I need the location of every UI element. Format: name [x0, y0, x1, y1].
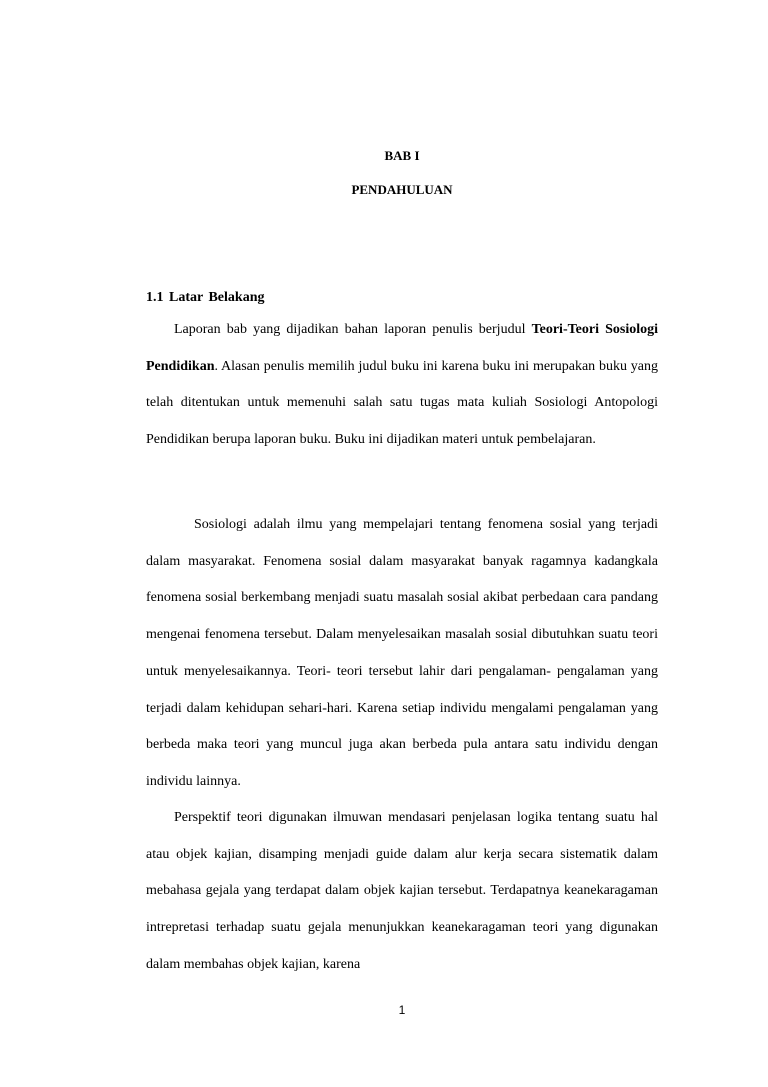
page-number: 1	[398, 1003, 406, 1017]
chapter-title: PENDAHULUAN	[351, 182, 453, 197]
paragraph-3: Perspektif teori digunakan ilmuwan mendasari penjelasan logika tentang suatu hal atau objek kajian, disamping menjadi guide dalam alur kerja secara sistematik dalam mebahasa gejala yang terdapat dalam objek kajian tersebut. Terdapatnya keanekaragaman intrepretasi terhadap suatu gejala menunjukkan keanekaragaman teori yang digunakan dalam membahas objek kajian, karena	[146, 810, 658, 972]
book-title: Teori-Teori Sosiologi Pendidikan	[146, 322, 658, 374]
paragraph-1-text-start: Laporan bab yang dijadikan bahan laporan penulis berjudul	[174, 322, 532, 337]
paragraph-1	[146, 312, 658, 459]
paragraph-1-text-end: . Alasan penulis memilih judul buku ini karena buku ini merupakan buku yang telah ditentukan untuk memenuhi salah satu tugas mata kuliah Sosiologi Antopologi Pendidikan berupa laporan buku. Buku ini dijadikan materi untuk pembelajaran.	[146, 358, 658, 448]
paragraph-2: Sosiologi adalah ilmu yang mempelajari tentang fenomena sosial yang terjadi dalam masyarakat. Fenomena sosial dalam masyarakat banyak ragamnya kadangkala fenomena sosial berkembang menjadi suatu masalah sosial akibat perbedaan cara pandang mengenai fenomena tersebut. Dalam menyelesaikan masalah sosial dibutuhkan suatu teori untuk menyelesaikannya. Teori- teori tersebut lahir dari pengalaman- pengalaman yang terjadi dalam kehidupan sehari-hari. Karena setiap individu mengalami pengalaman yang berbeda maka teori yang muncul juga akan berbeda pula antara satu individu dengan individu lainnya.	[146, 517, 658, 789]
chapter-number: BAB I	[384, 148, 420, 163]
section-heading: 1.1 Latar Belakang	[146, 290, 265, 305]
